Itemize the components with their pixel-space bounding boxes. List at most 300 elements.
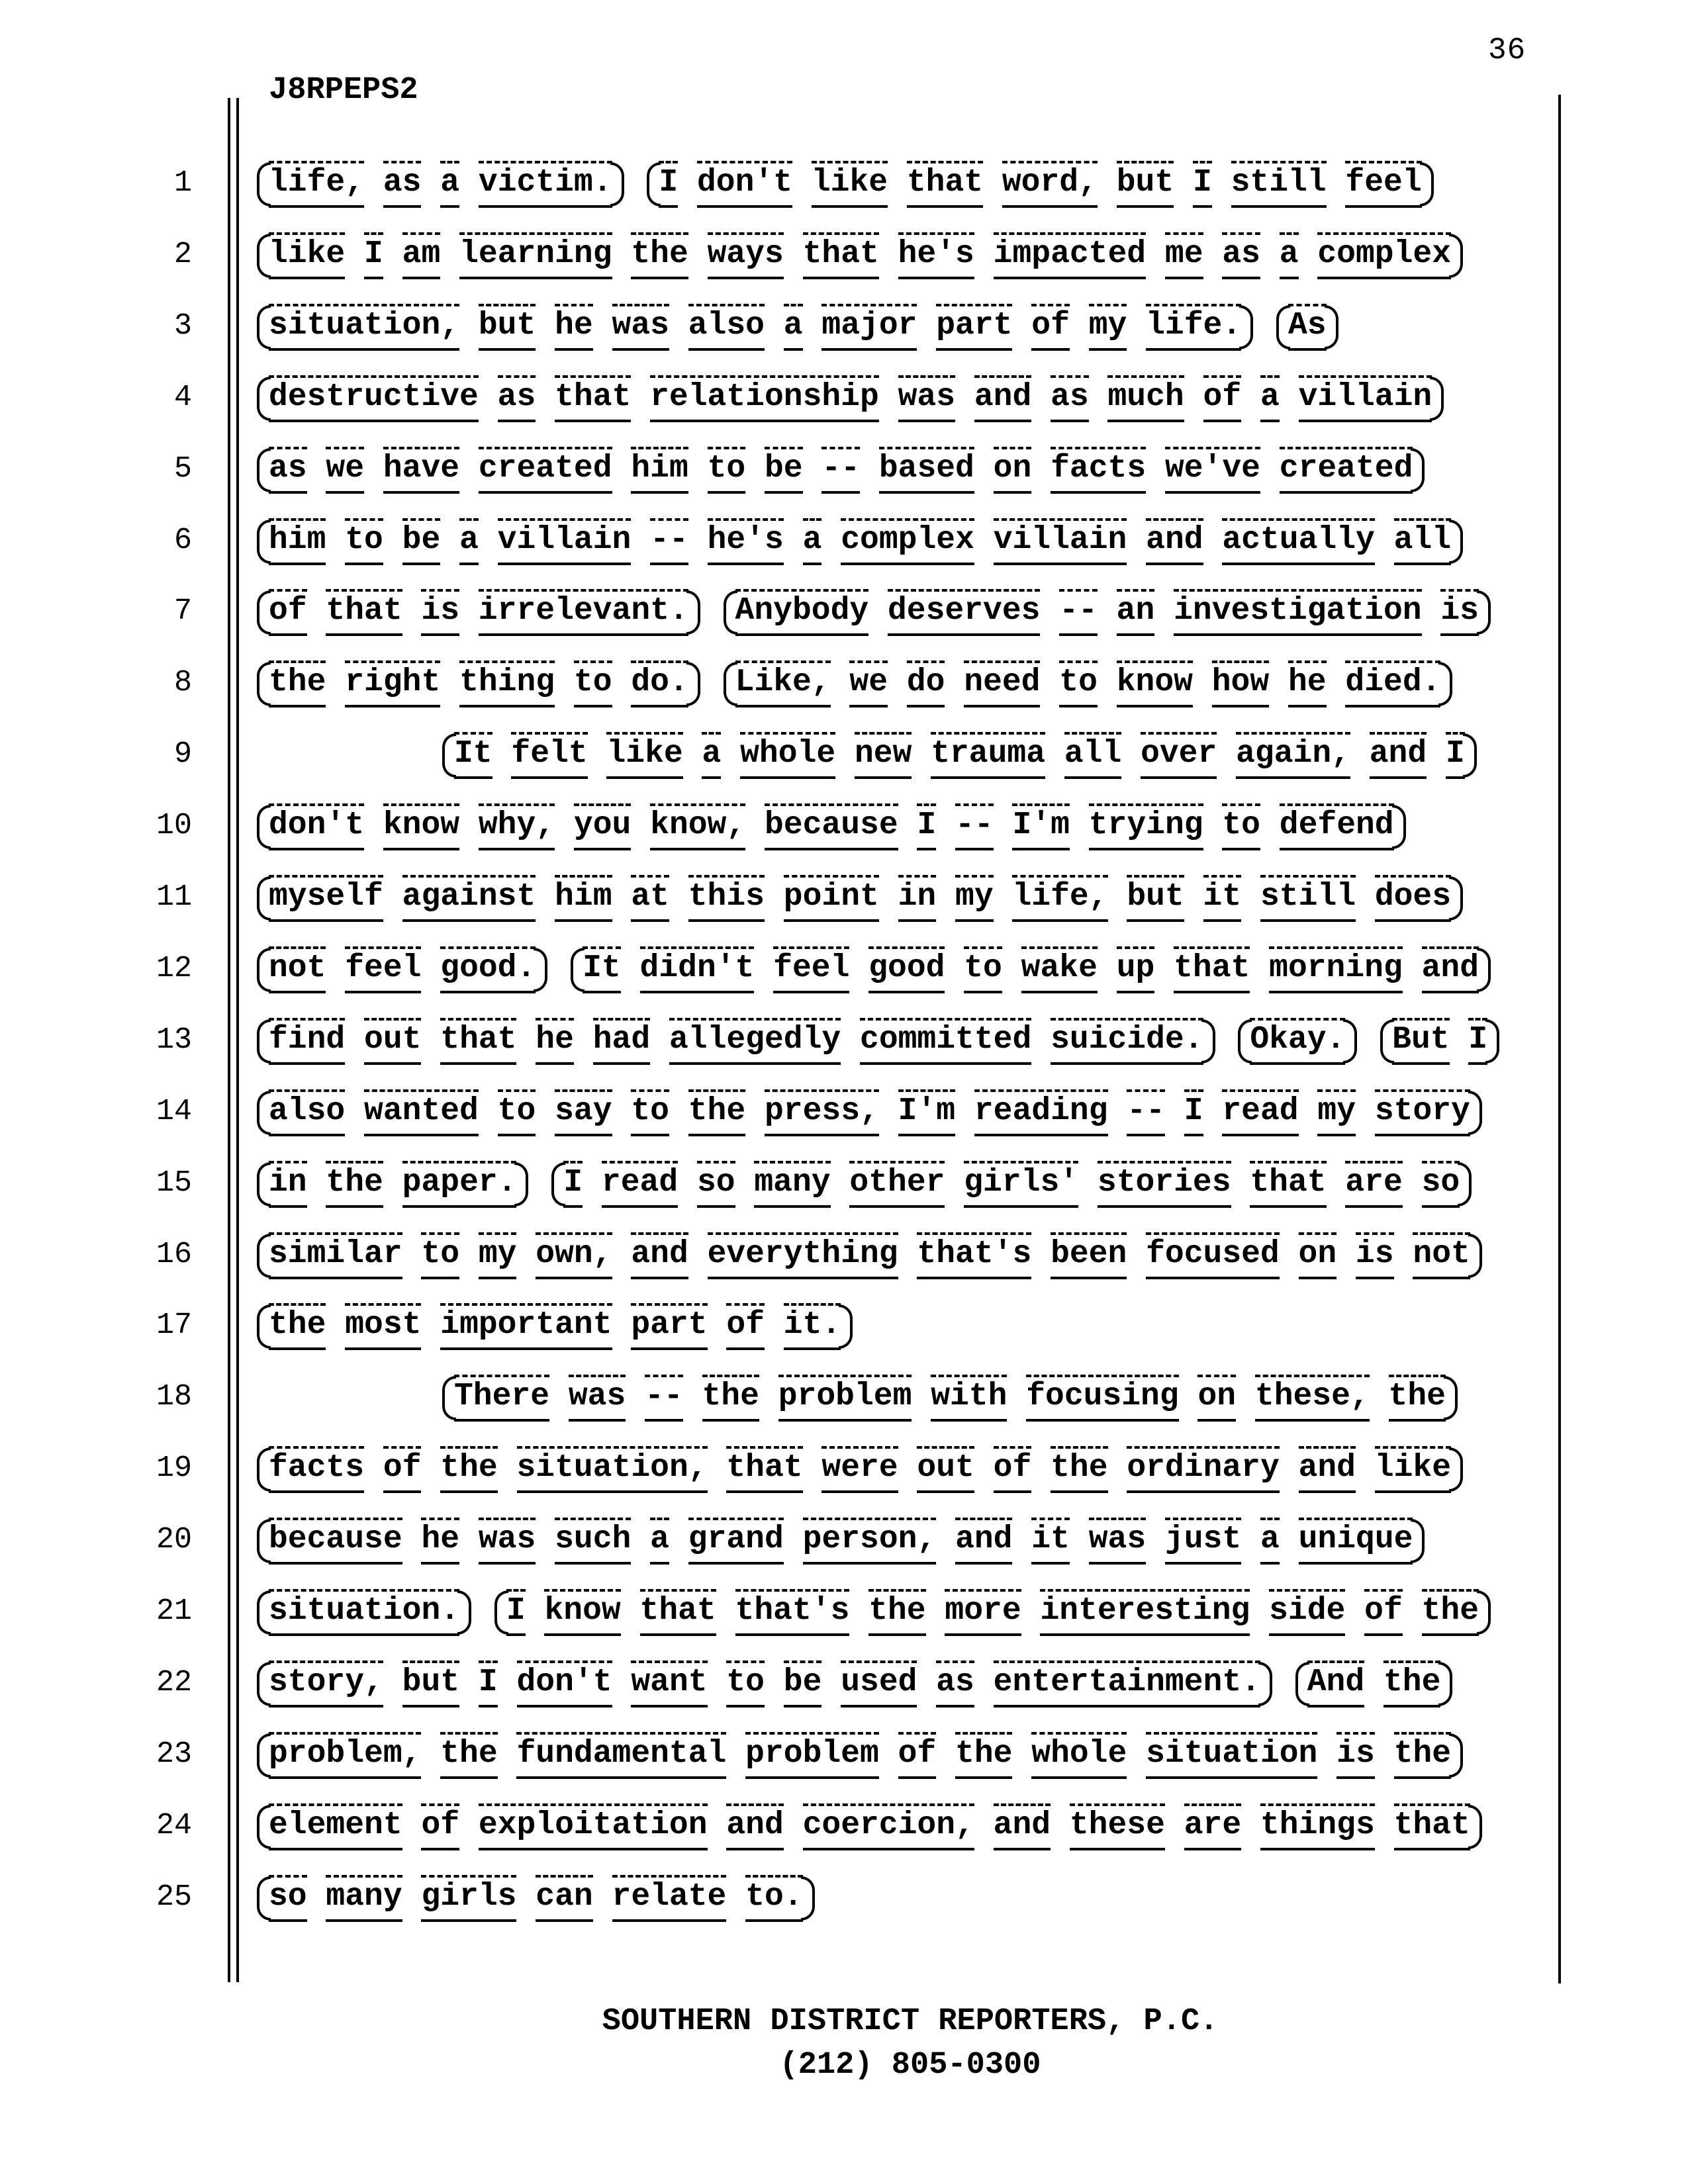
circled-word: that (1394, 1803, 1470, 1850)
circled-word: right (345, 660, 440, 707)
circled-word: and (1299, 1446, 1356, 1493)
circled-word: Okay. (1250, 1018, 1345, 1065)
circled-word: is (1336, 1732, 1375, 1779)
circled-word: a (803, 518, 822, 565)
circled-word: not (1413, 1232, 1470, 1279)
circled-word: do (907, 660, 945, 707)
circled-word: my (479, 1232, 517, 1279)
line-content (192, 952, 1495, 984)
circled-word: and (726, 1803, 783, 1850)
circled-word: as (1051, 375, 1089, 422)
line-number: 9 (173, 737, 192, 771)
circled-word: and (1146, 518, 1203, 565)
circled-word: the (702, 1375, 759, 1422)
circled-word: the (1394, 1732, 1451, 1779)
circled-passage (257, 1238, 1482, 1270)
circled-word: he (555, 304, 593, 351)
circled-word: need (964, 660, 1040, 707)
circled-passage (257, 1452, 1463, 1484)
line-content (192, 881, 1467, 913)
circled-word: and (1422, 946, 1479, 993)
line-number: 14 (156, 1095, 192, 1128)
transcript-line (0, 1595, 1688, 1627)
circled-word: it. (784, 1303, 841, 1350)
circled-word: whole (740, 732, 835, 779)
transcript-line (0, 1452, 1688, 1484)
circled-word: of (726, 1303, 765, 1350)
line-content (192, 666, 1456, 698)
circled-word: a (702, 732, 721, 779)
circled-word: that (640, 1589, 716, 1636)
circled-word: trauma (931, 732, 1045, 779)
circled-word: be (765, 447, 803, 494)
circled-word: had (593, 1018, 650, 1065)
line-content (192, 1095, 1486, 1127)
circled-word: have (383, 447, 459, 494)
circled-word: a (1260, 375, 1280, 422)
circled-word: much (1107, 375, 1184, 422)
circled-word: him (631, 447, 688, 494)
circled-word: like (1375, 1446, 1451, 1493)
transcript-line (0, 1167, 1688, 1199)
circled-word: -- (955, 803, 994, 850)
circled-word: part (936, 304, 1012, 351)
circled-word: based (879, 447, 974, 494)
circled-word: he (536, 1018, 574, 1065)
circled-word: is (1356, 1232, 1394, 1279)
line-content (192, 809, 1410, 841)
circled-word: does (1375, 875, 1451, 922)
circled-word: interesting (1040, 1589, 1250, 1636)
circled-passage (571, 952, 1491, 984)
circled-word: know (544, 1589, 620, 1636)
circled-word: -- (1127, 1089, 1165, 1136)
transcript-line (0, 666, 1688, 699)
circled-word: of (1031, 304, 1070, 351)
circled-word: still (1260, 875, 1356, 922)
circled-word: created (479, 447, 612, 494)
circled-word: I (364, 232, 383, 279)
circled-word: wanted (364, 1089, 479, 1136)
circled-word: destructive (269, 375, 479, 422)
circled-word: so (1422, 1161, 1460, 1208)
circled-word: as (1222, 232, 1260, 279)
transcript-line (0, 1738, 1688, 1770)
transcript-line (0, 1095, 1688, 1128)
circled-word: at (631, 875, 669, 922)
line-content (192, 1452, 1467, 1484)
circled-word: am (402, 232, 441, 279)
circled-word: wake (1021, 946, 1098, 993)
transcript-line (0, 881, 1688, 913)
circled-word: of (1364, 1589, 1403, 1636)
circled-word: the (269, 660, 326, 707)
circled-word: also (269, 1089, 345, 1136)
circled-word: to (964, 946, 1002, 993)
line-number: 4 (173, 381, 192, 414)
circled-word: is (421, 589, 459, 636)
circled-word: do. (631, 660, 688, 707)
circled-word: a (440, 161, 459, 208)
circled-word: And (1307, 1661, 1364, 1707)
transcript-line (0, 952, 1688, 985)
circled-word: villain (1299, 375, 1432, 422)
circled-passage (1276, 310, 1338, 341)
circled-word: irrelevant. (479, 589, 688, 636)
circled-word: villain (498, 518, 632, 565)
circled-passage (257, 381, 1444, 413)
circled-passage (724, 666, 1453, 698)
transcript-line (0, 595, 1688, 627)
circled-word: to (1222, 803, 1260, 850)
line-number: 3 (173, 309, 192, 343)
circled-word: was (898, 375, 955, 422)
circled-word: Like, (735, 660, 831, 707)
circled-word: part (631, 1303, 707, 1350)
circled-word: over (1141, 732, 1217, 779)
circled-word: as (269, 447, 307, 494)
circled-passage (647, 167, 1433, 199)
circled-word: whole (1031, 1732, 1127, 1779)
circled-word: focused (1146, 1232, 1280, 1279)
circled-word: that (726, 1446, 802, 1493)
circled-word: my (1317, 1089, 1356, 1136)
circled-word: my (955, 875, 994, 922)
circled-word: to (421, 1232, 459, 1279)
circled-passage (257, 310, 1253, 341)
circled-passage (257, 952, 547, 984)
circled-word: in (269, 1161, 307, 1208)
transcript-line (0, 1524, 1688, 1556)
circled-word: in (898, 875, 937, 922)
circled-word: important (440, 1303, 612, 1350)
circled-word: and (1370, 732, 1427, 779)
circled-word: out (364, 1018, 421, 1065)
circled-word: investigation (1174, 589, 1421, 636)
line-number: 20 (156, 1523, 192, 1557)
circled-word: ordinary (1127, 1446, 1279, 1493)
circled-word: was (612, 304, 669, 351)
circled-word: girls (421, 1875, 516, 1922)
circled-word: I (1193, 161, 1212, 208)
circled-word: I (659, 161, 678, 208)
transcript-line (0, 1238, 1688, 1271)
line-content (192, 738, 1481, 770)
circled-word: fundamental (516, 1732, 726, 1779)
circled-word: this (688, 875, 765, 922)
circled-word: of (898, 1732, 937, 1779)
circled-word: you (574, 803, 631, 850)
circled-word: was (569, 1375, 626, 1422)
circled-word: the (440, 1446, 497, 1493)
circled-word: impacted (994, 232, 1146, 279)
circled-word: major (821, 304, 917, 351)
circled-word: against (402, 875, 536, 922)
circled-word: that (1174, 946, 1250, 993)
circled-word: other (849, 1161, 945, 1208)
circled-word: defend (1280, 803, 1394, 850)
line-content (192, 595, 1495, 627)
circled-word: It (454, 732, 492, 779)
transcript-line (0, 381, 1688, 414)
circled-word: coercion, (803, 1803, 974, 1850)
line-content (192, 310, 1342, 341)
circled-word: and (994, 1803, 1051, 1850)
circled-word: on (1197, 1375, 1236, 1422)
circled-passage (257, 1309, 853, 1341)
circled-word: I'm (1012, 803, 1069, 850)
circled-passage (257, 238, 1463, 270)
circled-word: him (555, 875, 612, 922)
circled-word: many (754, 1161, 830, 1208)
circled-passage (257, 524, 1463, 556)
circled-word: we (849, 660, 888, 707)
circled-word: that (555, 375, 631, 422)
circled-word: ways (708, 232, 784, 279)
circled-word: out (917, 1446, 974, 1493)
circled-word: grand (688, 1518, 784, 1565)
circled-word: still (1231, 161, 1327, 208)
circled-word: word, (1002, 161, 1098, 208)
circled-word: I (1446, 732, 1465, 779)
circled-word: life. (1146, 304, 1241, 351)
circled-word: I (479, 1661, 498, 1707)
transcript-header-id: J8RPEPS2 (269, 73, 418, 108)
transcript-line (0, 1666, 1688, 1699)
circled-word: used (841, 1661, 917, 1707)
circled-word: similar (269, 1232, 402, 1279)
line-number: 19 (156, 1451, 192, 1485)
circled-word: -- (821, 447, 860, 494)
circled-word: side (1269, 1589, 1345, 1636)
circled-word: I (563, 1161, 583, 1208)
circled-word: were (821, 1446, 898, 1493)
circled-word: more (945, 1589, 1021, 1636)
transcript-line (0, 453, 1688, 485)
transcript-line (0, 1881, 1688, 1913)
circled-word: situation, (269, 304, 459, 351)
circled-word: things (1260, 1803, 1375, 1850)
reporter-footer (261, 2000, 1559, 2087)
circled-word: own, (536, 1232, 612, 1279)
circled-word: and (974, 375, 1031, 422)
line-number: 12 (156, 952, 192, 985)
circled-word: that (440, 1018, 516, 1065)
circled-word: the (688, 1089, 745, 1136)
circled-word: good. (440, 946, 536, 993)
circled-word: created (1280, 447, 1413, 494)
circled-word: problem, (269, 1732, 421, 1779)
circled-word: read (1222, 1089, 1298, 1136)
circled-passage (442, 738, 1477, 770)
circled-word: the (631, 232, 688, 279)
circled-word: and (631, 1232, 688, 1279)
circled-word: exploitation (479, 1803, 708, 1850)
circled-word: paper. (402, 1161, 517, 1208)
circled-word: trying (1089, 803, 1203, 850)
circled-word: died. (1345, 660, 1440, 707)
line-content (192, 381, 1448, 413)
circled-passage (257, 1095, 1482, 1127)
line-content (192, 1738, 1467, 1770)
circled-word: stories (1098, 1161, 1231, 1208)
circled-word: don't (269, 803, 364, 850)
circled-word: of (1203, 375, 1242, 422)
circled-word: been (1051, 1232, 1127, 1279)
circled-word: know, (650, 803, 745, 850)
circled-word: but (479, 304, 536, 351)
circled-word: allegedly (669, 1018, 841, 1065)
transcript-line (0, 167, 1688, 199)
circled-word: reading (974, 1089, 1108, 1136)
circled-word: victim. (479, 161, 612, 208)
line-number: 5 (173, 452, 192, 486)
circled-passage (1238, 1024, 1357, 1056)
circled-word: that (907, 161, 983, 208)
circled-word: -- (1059, 589, 1098, 636)
line-content (192, 453, 1429, 484)
circled-word: find (269, 1018, 345, 1065)
line-number: 22 (156, 1666, 192, 1700)
circled-passage (257, 167, 624, 199)
circled-word: committed (860, 1018, 1031, 1065)
circled-word: a (784, 304, 803, 351)
circled-word: to (1059, 660, 1098, 707)
circled-word: not (269, 946, 326, 993)
circled-word: myself (269, 875, 383, 922)
circled-word: don't (517, 1661, 612, 1707)
line-content (192, 524, 1467, 556)
line-number: 11 (156, 880, 192, 914)
transcript-line (0, 738, 1688, 770)
line-content (192, 167, 1438, 199)
line-content (192, 1381, 1462, 1412)
circled-passage (257, 1167, 528, 1199)
line-number: 17 (156, 1308, 192, 1342)
circled-word: him (269, 518, 326, 565)
circled-word: feel (345, 946, 421, 993)
circled-word: he (421, 1518, 459, 1565)
circled-word: relate (612, 1875, 727, 1922)
line-number: 23 (156, 1737, 192, 1771)
circled-word: because (269, 1518, 402, 1565)
circled-word: of (269, 589, 307, 636)
circled-word: But (1392, 1018, 1449, 1065)
circled-word: felt (511, 732, 587, 779)
circled-word: are (1345, 1161, 1402, 1208)
circled-word: of (994, 1446, 1032, 1493)
circled-word: most (345, 1303, 421, 1350)
circled-word: of (383, 1446, 422, 1493)
circled-word: a (459, 518, 479, 565)
circled-word: can (536, 1875, 592, 1922)
circled-word: learning (459, 232, 612, 279)
circled-word: situation (1146, 1732, 1317, 1779)
circled-word: to (726, 1661, 765, 1707)
line-number: 16 (156, 1238, 192, 1271)
circled-word: morning (1269, 946, 1403, 993)
circled-word: and (955, 1518, 1012, 1565)
circled-word: be (784, 1661, 822, 1707)
circled-word: a (1280, 232, 1299, 279)
circled-word: be (402, 518, 441, 565)
circled-passage (257, 881, 1463, 913)
circled-word: me (1165, 232, 1203, 279)
circled-word: focusing (1026, 1375, 1178, 1422)
circled-word: It (583, 946, 621, 993)
circled-word: with (931, 1375, 1007, 1422)
circled-word: as (936, 1661, 974, 1707)
circled-word: girls' (964, 1161, 1078, 1208)
circled-word: the (868, 1589, 925, 1636)
line-number: 21 (156, 1594, 192, 1628)
circled-word: many (326, 1875, 402, 1922)
circled-passage (257, 666, 700, 698)
circled-word: -- (650, 518, 688, 565)
circled-word: my (1089, 304, 1127, 351)
circled-word: read (602, 1161, 678, 1208)
circled-word: press, (765, 1089, 879, 1136)
line-number: 18 (156, 1380, 192, 1414)
circled-word: deserves (888, 589, 1040, 636)
circled-word: element (269, 1803, 402, 1850)
circled-word: the (1422, 1589, 1479, 1636)
circled-word: on (994, 447, 1032, 494)
circled-word: these (1070, 1803, 1165, 1850)
line-number: 1 (173, 166, 192, 200)
circled-word: the (1383, 1661, 1440, 1707)
circled-passage (442, 1381, 1458, 1412)
circled-word: to (708, 447, 746, 494)
circled-word: villain (994, 518, 1127, 565)
page-number: 36 (1488, 33, 1526, 68)
circled-word: I (506, 1589, 526, 1636)
circled-word: we (326, 447, 364, 494)
transcript-line (0, 524, 1688, 557)
circled-passage (551, 1167, 1472, 1199)
transcript-line (0, 1024, 1688, 1056)
circled-word: know (383, 803, 459, 850)
circled-passage (257, 453, 1425, 484)
line-content (192, 1024, 1503, 1056)
circled-word: we've (1165, 447, 1260, 494)
circled-passage (257, 595, 700, 627)
circled-word: problem (745, 1732, 879, 1779)
line-number: 8 (173, 666, 192, 700)
circled-word: all (1064, 732, 1121, 779)
transcript-line (0, 238, 1688, 271)
circled-word: the (269, 1303, 326, 1350)
circled-word: I (1184, 1089, 1203, 1136)
circled-passage (257, 1738, 1463, 1770)
circled-word: story, (269, 1661, 383, 1707)
circled-word: but (402, 1661, 459, 1707)
circled-word: that (803, 232, 879, 279)
reporter-phone: (212) 805-0300 (779, 2048, 1041, 2083)
circled-word: know (1117, 660, 1193, 707)
circled-word: complex (1317, 232, 1451, 279)
circled-word: to (574, 660, 612, 707)
circled-word: was (479, 1518, 536, 1565)
circled-passage (1295, 1666, 1453, 1698)
line-content (192, 1167, 1476, 1199)
circled-word: -- (645, 1375, 683, 1422)
circled-word: actually (1222, 518, 1374, 565)
circled-word: to (631, 1089, 669, 1136)
line-content (192, 1809, 1486, 1841)
circled-word: was (1089, 1518, 1146, 1565)
line-number: 6 (173, 523, 192, 557)
